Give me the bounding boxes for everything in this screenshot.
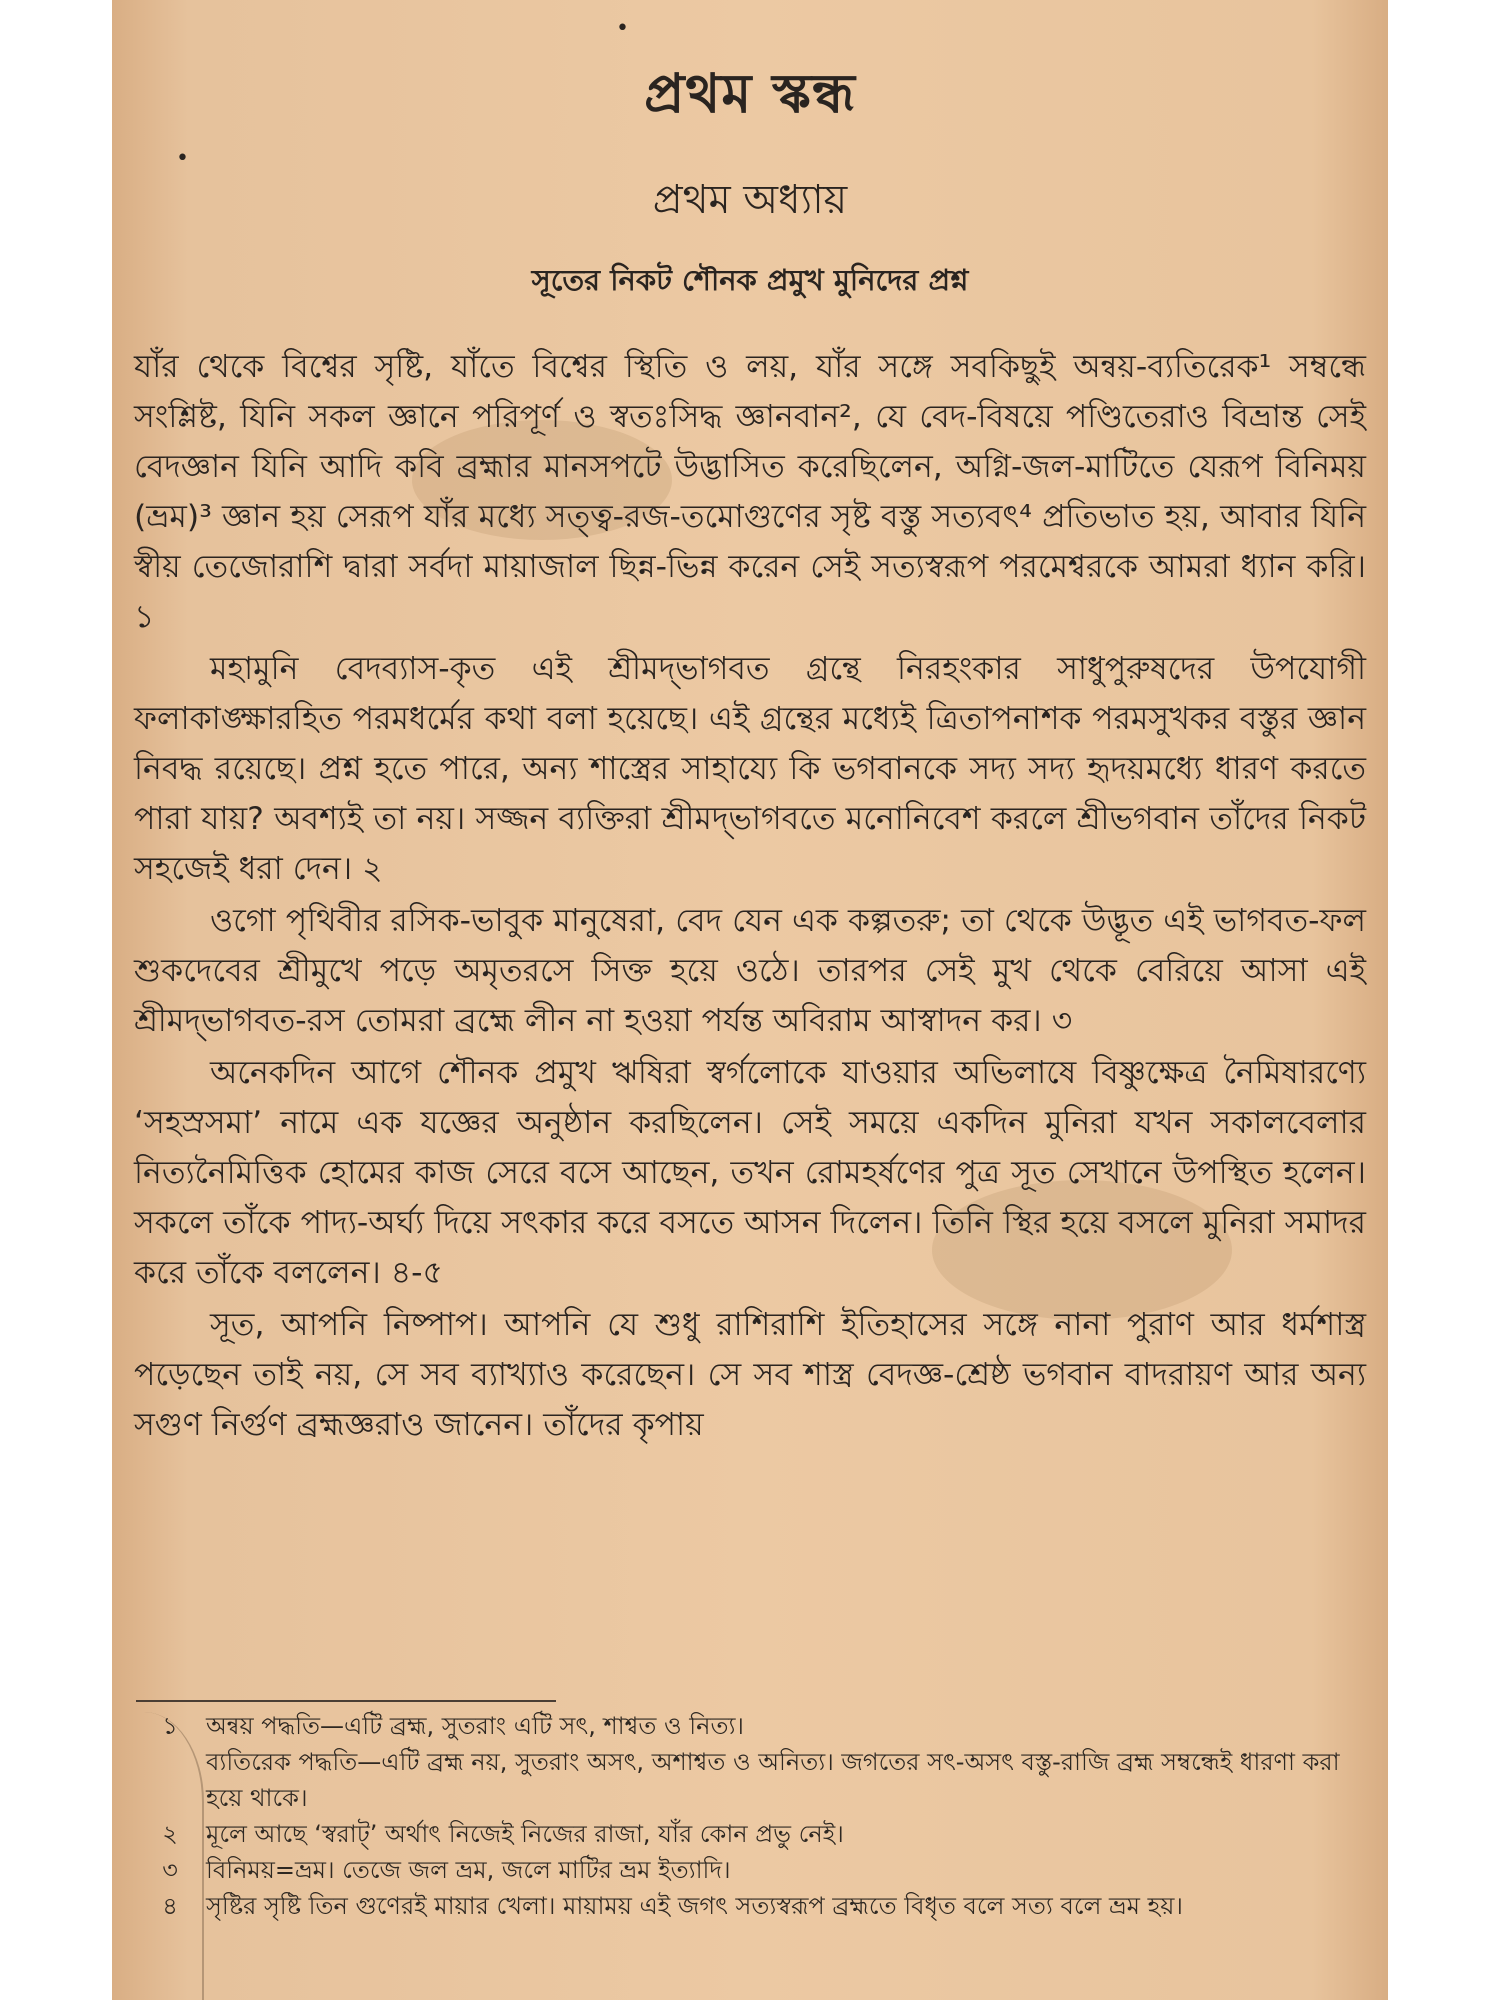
paragraph: ওগো পৃথিবীর রসিক-ভাবুক মানুষেরা, বেদ যেন এক কল্পতরু; তা থেকে উদ্ভূত এই ভাগবত-ফল শুকদেবের শ্রীমুখে পড়ে অমৃতরসে সিক্ত হয়ে ওঠে। তারপর সেই মুখ থেকে বেরিয়ে আসা এই শ্রীমদ্‌ভাগবত-রস তোমরা ব্রহ্মে লীন না হওয়া পর্যন্ত অবিরাম আস্বাদন কর। ৩ [134,903,1366,1039]
footnote [136,1744,1368,1816]
footnote-text: অন্বয় পদ্ধতি—এটি ব্রহ্ম, সুতরাং এটি সৎ, শাশ্বত ও নিত্য। [206,1712,745,1740]
page-title: প্রথম স্কন্ধ [644,62,856,125]
footnote [136,1852,1368,1888]
footnote-text: বিনিময়=ভ্রম। তেজে জল ভ্রম, জলে মাটির ভ্রম ইত্যাদি। [206,1856,731,1884]
paragraph: যাঁর থেকে বিশ্বের সৃষ্টি, যাঁতে বিশ্বের স্থিতি ও লয়, যাঁর সঙ্গে সবকিছুই অন্বয়-ব্যতিরেক¹ সম্বন্ধে সংশ্লিষ্ট, যিনি সকল জ্ঞানে পরিপূর্ণ ও স্বতঃসিদ্ধ জ্ঞানবান², যে বেদ-বিষয়ে পণ্ডিতেরাও বিভ্রান্ত সেই বেদজ্ঞান যিনি আদি কবি ব্রহ্মার মানসপটে উদ্ভাসিত করেছিলেন, অগ্নি-জল-মাটিতে যেরূপ বিনিময় (ভ্রম)³ জ্ঞান হয় সেরূপ যাঁর মধ্যে সত্ত্ব-রজ-তমোগুণের সৃষ্ট বস্তু সত্যবৎ⁴ প্রতিভাত হয়, আবার যিনি স্বীয় তেজোরাশি দ্বারা সর্বদা মায়াজাল ছিন্ন-ভিন্ন করেন সেই সত্যস্বরূপ পরমেশ্বরকে আমরা ধ্যান করি। ১ [134,349,1366,635]
footnote-number: ৪ [162,1892,178,1920]
footnote [136,1888,1368,1924]
footnote-divider [136,1700,556,1702]
footnote [136,1816,1368,1852]
paragraph: সূত, আপনি নিষ্পাপ। আপনি যে শুধু রাশিরাশি ইতিহাসের সঙ্গে নানা পুরাণ আর ধর্মশাস্ত্র পড়েছেন তাই নয়, সে সব ব্যাখ্যাও করেছেন। সে সব শাস্ত্র বেদজ্ঞ-শ্রেষ্ঠ ভগবান বাদরায়ণ আর অন্য সগুণ নির্গুণ ব্রহ্মজ্ঞরাও জানেন। তাঁদের কৃপায় [134,1307,1366,1443]
ink-dot: • [176,146,189,171]
footnote [136,1708,1368,1744]
footnote-number: ৩ [162,1856,178,1884]
footnote-text: ব্যতিরেক পদ্ধতি—এটি ব্রহ্ম নয়, সুতরাং অসৎ, অশাশ্বত ও অনিত্য। জগতের সৎ-অসৎ বস্তু-রাজি ব্রহ্ম সম্বন্ধেই ধারণা করা হয়ে থাকে। [206,1748,1340,1812]
chapter-title: প্রথম অধ্যায় [652,177,848,223]
paragraph: মহামুনি বেদব্যাস-কৃত এই শ্রীমদ্‌ভাগবত গ্রন্থে নিরহংকার সাধুপুরুষদের উপযোগী ফলাকাঙ্ক্ষারহিত পরমধর্মের কথা বলা হয়েছে। এই গ্রন্থের মধ্যেই ত্রিতাপনাশক পরমসুখকর বস্তুর জ্ঞান নিবদ্ধ রয়েছে। প্রশ্ন হতে পারে, অন্য শাস্ত্রের সাহায্যে কি ভগবানকে সদ্য সদ্য হৃদয়মধ্যে ধারণ করতে পারা যায়? অবশ্যই তা নয়। সজ্জন ব্যক্তিরা শ্রীমদ্‌ভাগবতে মনোনিবেশ করলে শ্রীভগবান তাঁদের নিকট সহজেই ধরা দেন। ২ [134,651,1366,887]
footnote-text: মূলে আছে ‘স্বরাট্’ অর্থাৎ নিজেই নিজের রাজা, যাঁর কোন প্রভু নেই। [206,1820,844,1848]
footnote-number: ১ [162,1712,178,1740]
footnote-text: সৃষ্টির সৃষ্টি তিন গুণেরই মায়ার খেলা। মায়াময় এই জগৎ সত্যস্বরূপ ব্রহ্মতে বিধৃত বলে সত্য বলে ভ্রম হয়। [206,1892,1183,1920]
paragraph: অনেকদিন আগে শৌনক প্রমুখ ঋষিরা স্বর্গলোকে যাওয়ার অভিলাষে বিষ্ণুক্ষেত্র নৈমিষারণ্যে ‘সহস্রসমা’ নামে এক যজ্ঞের অনুষ্ঠান করছিলেন। সেই সময়ে একদিন মুনিরা যখন সকালবেলার নিত্যনৈমিত্তিক হোমের কাজ সেরে বসে আছেন, তখন রোমহর্ষণের পুত্র সূত সেখানে উপস্থিত হলেন। সকলে তাঁকে পাদ্য-অর্ঘ্য দিয়ে সৎকার করে বসতে আসন দিলেন। তিনি স্থির হয়ে বসলে মুনিরা সমাদর করে তাঁকে বললেন। ৪-৫ [134,1055,1366,1291]
footnote-number: ২ [162,1820,178,1848]
body-text [134,342,1366,1452]
book-page [112,0,1388,2000]
ink-dot: • [616,16,629,41]
section-heading: সূতের নিকট শৌনক প্রমুখ মুনিদের প্রশ্ন [531,263,969,297]
footnotes [136,1708,1368,1924]
